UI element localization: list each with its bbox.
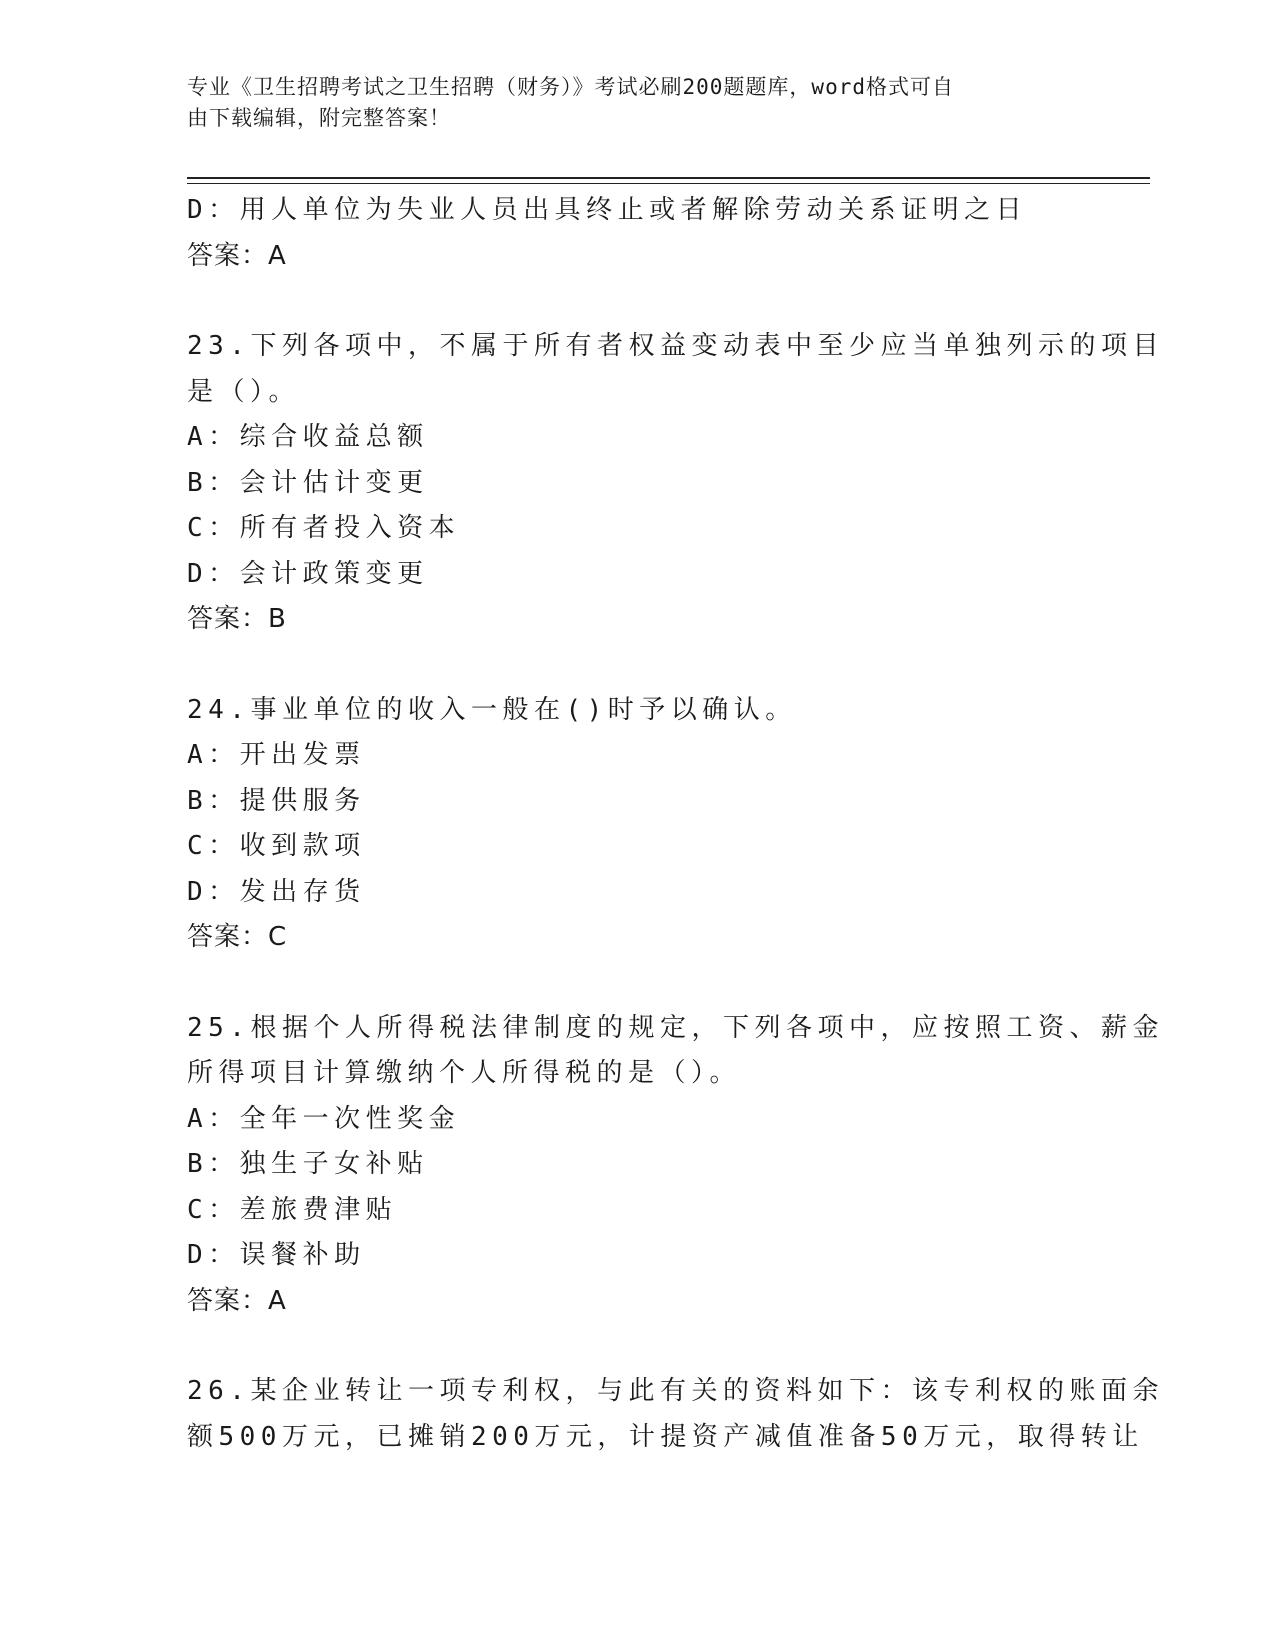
document-header (187, 72, 1087, 134)
answer: 答案：B (187, 604, 287, 634)
question-stem: 24.事业单位的收入一般在()时予以确认。 (187, 694, 797, 725)
header-line-1: 专业《卫生招聘考试之卫生招聘（财务）》考试必刷200题题库，word格式可自 (187, 75, 954, 99)
option-a: A：综合收益总额 (187, 422, 429, 452)
question-list (187, 188, 1164, 1460)
spacer (187, 961, 1087, 1006)
option-a: A：开出发票 (187, 740, 366, 770)
option-c: C：所有者投入资本 (187, 513, 461, 543)
header-divider-thin (187, 183, 1150, 184)
option-b: B：提供服务 (187, 785, 366, 816)
question-stem-cont: 所得项目计算缴纳个人所得税的是（）。 (187, 1058, 742, 1088)
header-line-2: 由下载编辑，附完整答案！ (187, 106, 451, 130)
answer: 答案：A (187, 1285, 287, 1316)
question-stem: 26.某企业转让一项专利权，与此有关的资料如下：该专利权的账面余 (187, 1376, 1164, 1406)
option-c: C：差旅费津贴 (187, 1194, 398, 1225)
option-d: D：会计政策变更 (187, 558, 429, 589)
header-divider-thick (187, 177, 1150, 179)
option-d: D：用人单位为失业人员出具终止或者解除劳动关系证明之日 (187, 195, 1028, 225)
answer: 答案：C (187, 922, 288, 952)
spacer (187, 643, 1087, 688)
option-d: D：误餐补助 (187, 1240, 366, 1270)
answer: 答案：A (187, 240, 287, 271)
question-stem: 23.下列各项中，不属于所有者权益变动表中至少应当单独列示的项目 (187, 331, 1164, 361)
option-b: B：会计估计变更 (187, 467, 429, 498)
option-a: A：全年一次性奖金 (187, 1103, 461, 1134)
question-stem-cont: 是（）。 (187, 376, 301, 407)
spacer (187, 1324, 1087, 1369)
question-stem: 25.根据个人所得税法律制度的规定，下列各项中，应按照工资、薪金 (187, 1012, 1164, 1043)
question-stem-cont: 额500万元，已摊销200万元，计提资产减值准备50万元，取得转让 (187, 1421, 1144, 1452)
option-b: B：独生子女补贴 (187, 1149, 429, 1179)
option-d: D：发出存货 (187, 876, 366, 907)
spacer (187, 279, 1087, 324)
option-c: C：收到款项 (187, 831, 366, 861)
